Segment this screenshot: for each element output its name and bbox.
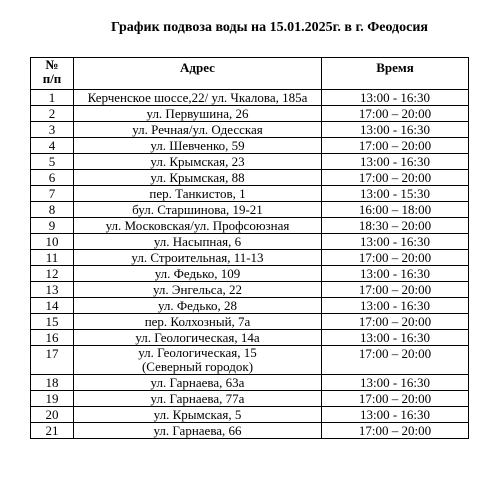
table-row xyxy=(31,218,469,234)
row-address: ул. Федько, 109 xyxy=(74,266,322,282)
row-address: пер. Танкистов, 1 xyxy=(74,186,322,202)
row-number: 2 xyxy=(31,106,74,122)
row-time: 13:00 - 16:30 xyxy=(322,122,469,138)
row-address: ул. Крымская, 23 xyxy=(74,154,322,170)
row-time: 17:00 – 20:00 xyxy=(322,391,469,407)
table-row xyxy=(31,407,469,423)
table-row xyxy=(31,391,469,407)
water-schedule-table xyxy=(30,57,469,439)
row-address: Керченское шоссе,22/ ул. Чкалова, 185а xyxy=(74,90,322,106)
row-time: 13:00 - 16:30 xyxy=(322,330,469,346)
header-number-line1: № xyxy=(45,57,59,72)
row-address: ул. Гарнаева, 63а xyxy=(74,375,322,391)
row-number: 16 xyxy=(31,330,74,346)
table-row xyxy=(31,138,469,154)
table-row xyxy=(31,186,469,202)
table-row xyxy=(31,90,469,106)
row-time: 17:00 – 20:00 xyxy=(322,423,469,439)
row-time: 17:00 – 20:00 xyxy=(322,138,469,154)
row-time: 16:00 – 18:00 xyxy=(322,202,469,218)
header-number xyxy=(31,58,74,90)
table-row xyxy=(31,282,469,298)
row-number: 17 xyxy=(31,346,74,375)
row-number: 9 xyxy=(31,218,74,234)
table-row xyxy=(31,202,469,218)
table-row xyxy=(31,250,469,266)
row-number: 21 xyxy=(31,423,74,439)
row-address: ул. Федько, 28 xyxy=(74,298,322,314)
row-address: ул. Московская/ул. Профсоюзная xyxy=(74,218,322,234)
row-time: 13:00 - 16:30 xyxy=(322,375,469,391)
row-address: ул. Строительная, 11-13 xyxy=(74,250,322,266)
row-time: 17:00 – 20:00 xyxy=(322,250,469,266)
row-address: ул. Шевченко, 59 xyxy=(74,138,322,154)
row-time: 17:00 – 20:00 xyxy=(322,346,469,375)
row-address: ул. Крымская, 88 xyxy=(74,170,322,186)
row-time: 13:00 - 16:30 xyxy=(322,154,469,170)
row-number: 3 xyxy=(31,122,74,138)
row-number: 18 xyxy=(31,375,74,391)
row-time: 18:30 – 20:00 xyxy=(322,218,469,234)
row-address: ул. Гарнаева, 77а xyxy=(74,391,322,407)
page-title: График подвоза воды на 15.01.2025г. в г. Феодосия xyxy=(111,20,428,35)
row-number: 13 xyxy=(31,282,74,298)
row-time: 13:00 - 16:30 xyxy=(322,234,469,250)
table-row xyxy=(31,375,469,391)
table-row xyxy=(31,423,469,439)
row-number: 5 xyxy=(31,154,74,170)
table-row xyxy=(31,330,469,346)
row-time: 17:00 – 20:00 xyxy=(322,282,469,298)
row-number: 14 xyxy=(31,298,74,314)
row-address: ул. Речная/ул. Одесская xyxy=(74,122,322,138)
row-time: 13:00 - 16:30 xyxy=(322,90,469,106)
row-number: 12 xyxy=(31,266,74,282)
row-number: 8 xyxy=(31,202,74,218)
row-time: 13:00 - 16:30 xyxy=(322,298,469,314)
row-address: ул. Энгельса, 22 xyxy=(74,282,322,298)
row-address xyxy=(74,346,322,375)
table-row xyxy=(31,346,469,375)
row-address: бул. Старшинова, 19-21 xyxy=(74,202,322,218)
table-row xyxy=(31,266,469,282)
row-address-line1: ул. Геологическая, 15 xyxy=(138,345,257,360)
row-time: 17:00 – 20:00 xyxy=(322,170,469,186)
row-time: 13:00 - 16:30 xyxy=(322,266,469,282)
row-address: ул. Гарнаева, 66 xyxy=(74,423,322,439)
table-row xyxy=(31,298,469,314)
header-time: Время xyxy=(322,58,469,90)
row-address: пер. Колхозный, 7а xyxy=(74,314,322,330)
row-number: 1 xyxy=(31,90,74,106)
table-row xyxy=(31,122,469,138)
table-row xyxy=(31,314,469,330)
row-number: 19 xyxy=(31,391,74,407)
header-address: Адрес xyxy=(74,58,322,90)
row-time: 13:00 - 15:30 xyxy=(322,186,469,202)
row-address: ул. Насыпная, 6 xyxy=(74,234,322,250)
row-address-line2: (Северный городок) xyxy=(141,359,254,374)
row-number: 11 xyxy=(31,250,74,266)
table-row xyxy=(31,234,469,250)
row-address: ул. Первушина, 26 xyxy=(74,106,322,122)
row-number: 4 xyxy=(31,138,74,154)
row-time: 17:00 – 20:00 xyxy=(322,106,469,122)
table-row xyxy=(31,106,469,122)
row-number: 7 xyxy=(31,186,74,202)
table-row xyxy=(31,154,469,170)
header-number-line2: п/п xyxy=(42,71,62,86)
row-number: 10 xyxy=(31,234,74,250)
row-number: 6 xyxy=(31,170,74,186)
row-time: 13:00 - 16:30 xyxy=(322,407,469,423)
row-address: ул. Геологическая, 14а xyxy=(74,330,322,346)
table-row xyxy=(31,170,469,186)
row-time: 17:00 – 20:00 xyxy=(322,314,469,330)
table-header-row xyxy=(31,58,469,90)
row-number: 20 xyxy=(31,407,74,423)
row-number: 15 xyxy=(31,314,74,330)
row-address: ул. Крымская, 5 xyxy=(74,407,322,423)
